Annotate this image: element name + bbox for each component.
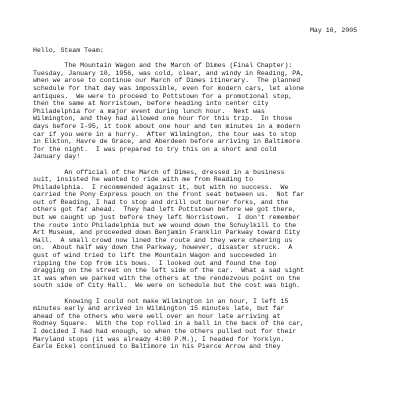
paragraph-3 (33, 298, 378, 351)
text-line: Rodney Square. With the top rolled in a ball in the back of the car, (33, 320, 305, 328)
text-line: gust of wind tried to lift the Mountain Wagon and succeeded in (33, 252, 277, 260)
text-line: The Mountain Wagon and the March of Dimes (Final Chapter): (33, 62, 293, 70)
text-line: Earle Eckel continued to Baltimore in his Pierce Arrow and they (33, 343, 281, 351)
text-line: Art Museum, and proceeded down Benjamin Franklin Parkway toward City (33, 229, 301, 237)
text-line: dragging on the street on the left side of the car. What a sad sight (33, 267, 305, 275)
text-line: car if you were in a hurry. After Wilmington, the tour was to stop (33, 130, 297, 138)
text-line: but we caught up just before they left Norristown. I don't remember (33, 214, 301, 222)
text-line: Tuesday, January 10, 1956, was cold, clear, and windy in Reading, PA, (33, 69, 305, 77)
text-line: schedule for that day was impossible, even for modern cars, let alone (33, 84, 305, 92)
text-line: An official of the March of Dimes, dressed in a business (33, 168, 285, 176)
text-line: ripping the top from its bows. I looked out and found the top (33, 259, 277, 267)
paragraph-spacer (33, 290, 378, 298)
text-line: Hall. A small crowd now lined the route and they were cheering us (33, 236, 293, 244)
text-line: antiques. We were to proceed to Pottstown for a promotional stop, (33, 92, 293, 100)
paragraph-1 (33, 62, 378, 161)
paragraph-spacer (33, 55, 378, 63)
text-line: Philadelphia for a major event during lunch hour. Next was (33, 107, 265, 115)
letter-body (33, 47, 378, 351)
text-line: out of Reading, I had to stop and drill out burner forks, and the (33, 198, 289, 206)
text-line: Maryland stops (it was already 4:00 P.M.), I headed for Yorklyn. (33, 335, 285, 343)
text-line: when we arose to continue our March of Dimes itinerary. The planned (33, 77, 301, 85)
text-line: ahead of the others who were well over an hour late arriving at (33, 312, 281, 320)
text-line: in Elkton, Havre de Grace, and Aberdeen before arriving in Baltimore (33, 138, 301, 146)
text-line: then the same at Norristown, before heading into center city (33, 100, 269, 108)
text-line: January day! (33, 153, 81, 161)
paragraph-2 (33, 169, 378, 291)
text-line: it was when we parked with the others at the rendezvous point on the (33, 274, 301, 282)
text-line: Philadelphia. I recommended against it, but with no success. We (33, 183, 289, 191)
greeting: Hello, Steam Team: (33, 47, 104, 54)
text-line: suit, insisted he wanted to ride with me from Reading to (33, 176, 254, 184)
text-line: I decided I had had enough, so when the others pulled out for their (33, 327, 297, 335)
text-line: others got far ahead. They had left Pottstown before we got there, (33, 206, 297, 214)
paragraph-spacer (33, 161, 378, 169)
text-line: Wilmington, and they had allowed one hour for this trip. In those (33, 115, 293, 123)
text-line: on. About half way down the Parkway, however, disaster struck. A (33, 244, 293, 252)
text-line: minutes early and arrived in Wilmington 15 minutes late, but far (33, 305, 285, 313)
text-line: Knowing I could not make Wilmington in an hour, I left 15 (33, 297, 289, 305)
text-line: the route into Philadelphia but we wound down the Schuylkill to the (33, 221, 297, 229)
text-line: days before I-95, it took about one hour and ten minutes in a modern (33, 122, 301, 130)
text-line: for the night. I was prepared to try this on a short and cold (33, 145, 277, 153)
letter-date: May 16, 2005 (310, 27, 358, 34)
text-line: carried the Pony Express pouch on the front seat between us. Not far (33, 191, 305, 199)
text-line: south side of City Hall. We were on schedule but the cost was high. (33, 282, 301, 290)
